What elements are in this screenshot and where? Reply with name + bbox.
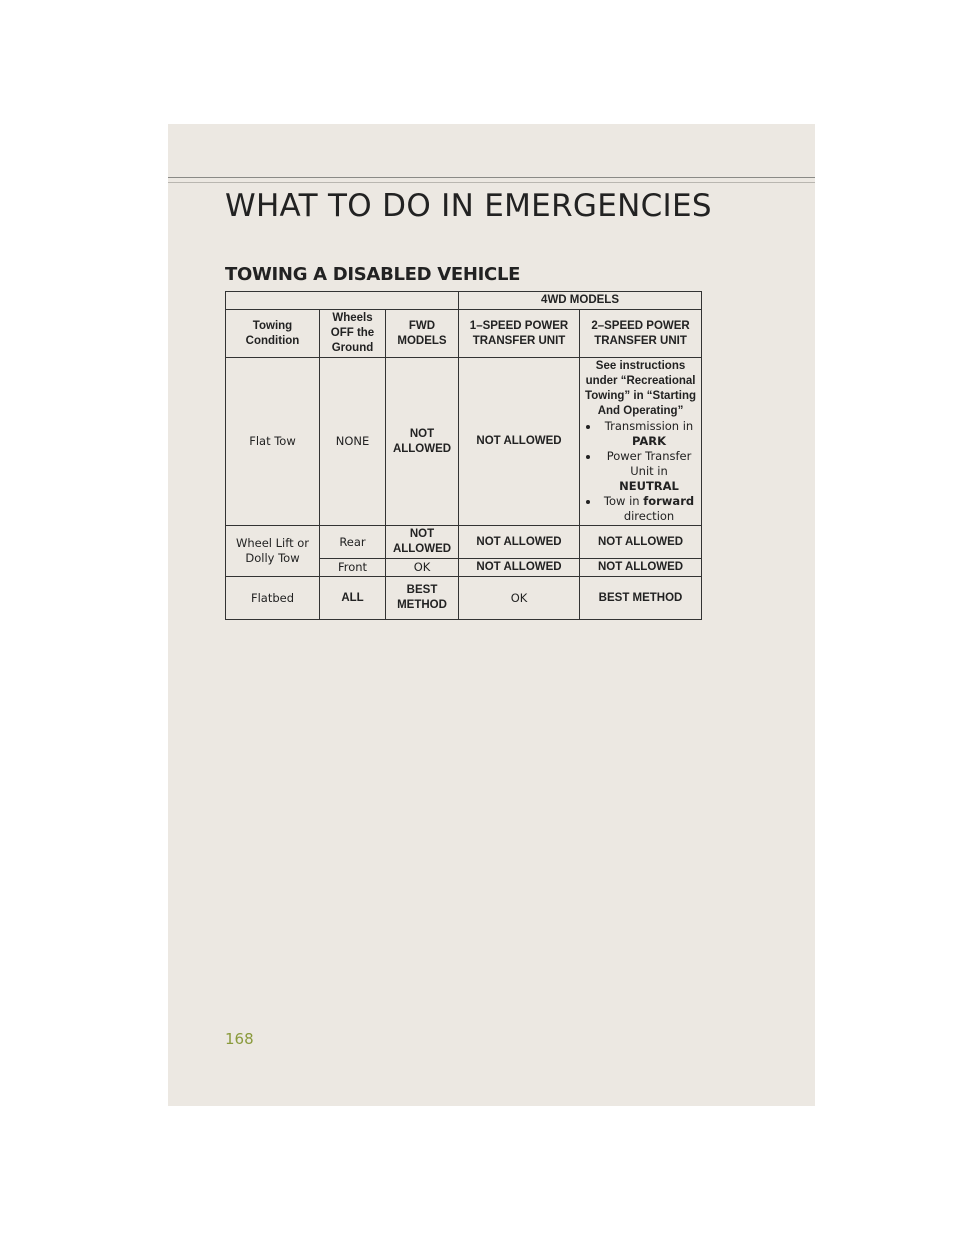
cell-wheel-lift-rear-fwd: NOT ALLOWED <box>386 526 459 559</box>
table-header-row <box>226 310 702 358</box>
header-2-speed: 2–SPEED POWER TRANSFER UNIT <box>580 310 702 358</box>
flat-tow-bullet-list <box>583 419 698 524</box>
header-wheels-off-ground: Wheels OFF the Ground <box>320 310 386 358</box>
header-rule-top <box>168 177 815 178</box>
section-heading: TOWING A DISABLED VEHICLE <box>225 264 521 285</box>
cell-wheel-lift-rear-wheels: Rear <box>320 526 386 559</box>
table-cell-blank <box>226 292 459 310</box>
cell-flat-tow-wheels: NONE <box>320 358 386 526</box>
towing-table <box>225 291 702 620</box>
cell-wheel-lift-rear-1-speed: NOT ALLOWED <box>459 526 580 559</box>
header-towing-condition: Towing Condition <box>226 310 320 358</box>
cell-flatbed-wheels: ALL <box>320 577 386 620</box>
cell-wheel-lift-front-wheels: Front <box>320 559 386 577</box>
table-row <box>226 358 702 526</box>
list-item: • Transmission in PARK <box>600 419 698 449</box>
list-item: • Power Transfer Unit in NEUTRAL <box>600 449 698 494</box>
cell-flat-tow-condition: Flat Tow <box>226 358 320 526</box>
cell-flatbed-1-speed: OK <box>459 577 580 620</box>
manual-page <box>168 124 815 1106</box>
group-header-4wd: 4WD MODELS <box>459 292 702 310</box>
cell-wheel-lift-front-1-speed: NOT ALLOWED <box>459 559 580 577</box>
chapter-title: WHAT TO DO IN EMERGENCIES <box>225 188 712 224</box>
cell-flat-tow-1-speed: NOT ALLOWED <box>459 358 580 526</box>
header-1-speed: 1–SPEED POWER TRANSFER UNIT <box>459 310 580 358</box>
cell-wheel-lift-front-fwd: OK <box>386 559 459 577</box>
cell-wheel-lift-front-2-speed: NOT ALLOWED <box>580 559 702 577</box>
header-rule-bottom <box>168 182 815 183</box>
table-row <box>226 292 702 310</box>
recreational-towing-note: See instructions under “Recreational Towing” in “Starting And Operating” <box>585 360 696 417</box>
cell-flatbed-2-speed: BEST METHOD <box>580 577 702 620</box>
cell-flatbed-condition: Flatbed <box>226 577 320 620</box>
cell-wheel-lift-condition: Wheel Lift or Dolly Tow <box>226 526 320 577</box>
cell-flat-tow-2-speed <box>580 358 702 526</box>
cell-flat-tow-fwd: NOT ALLOWED <box>386 358 459 526</box>
list-item: • Tow in forward direction <box>600 494 698 524</box>
table-row <box>226 577 702 620</box>
cell-wheel-lift-rear-2-speed: NOT ALLOWED <box>580 526 702 559</box>
cell-flatbed-fwd: BEST METHOD <box>386 577 459 620</box>
header-fwd-models: FWD MODELS <box>386 310 459 358</box>
page-number: 168 <box>225 1030 254 1048</box>
table-row <box>226 526 702 559</box>
